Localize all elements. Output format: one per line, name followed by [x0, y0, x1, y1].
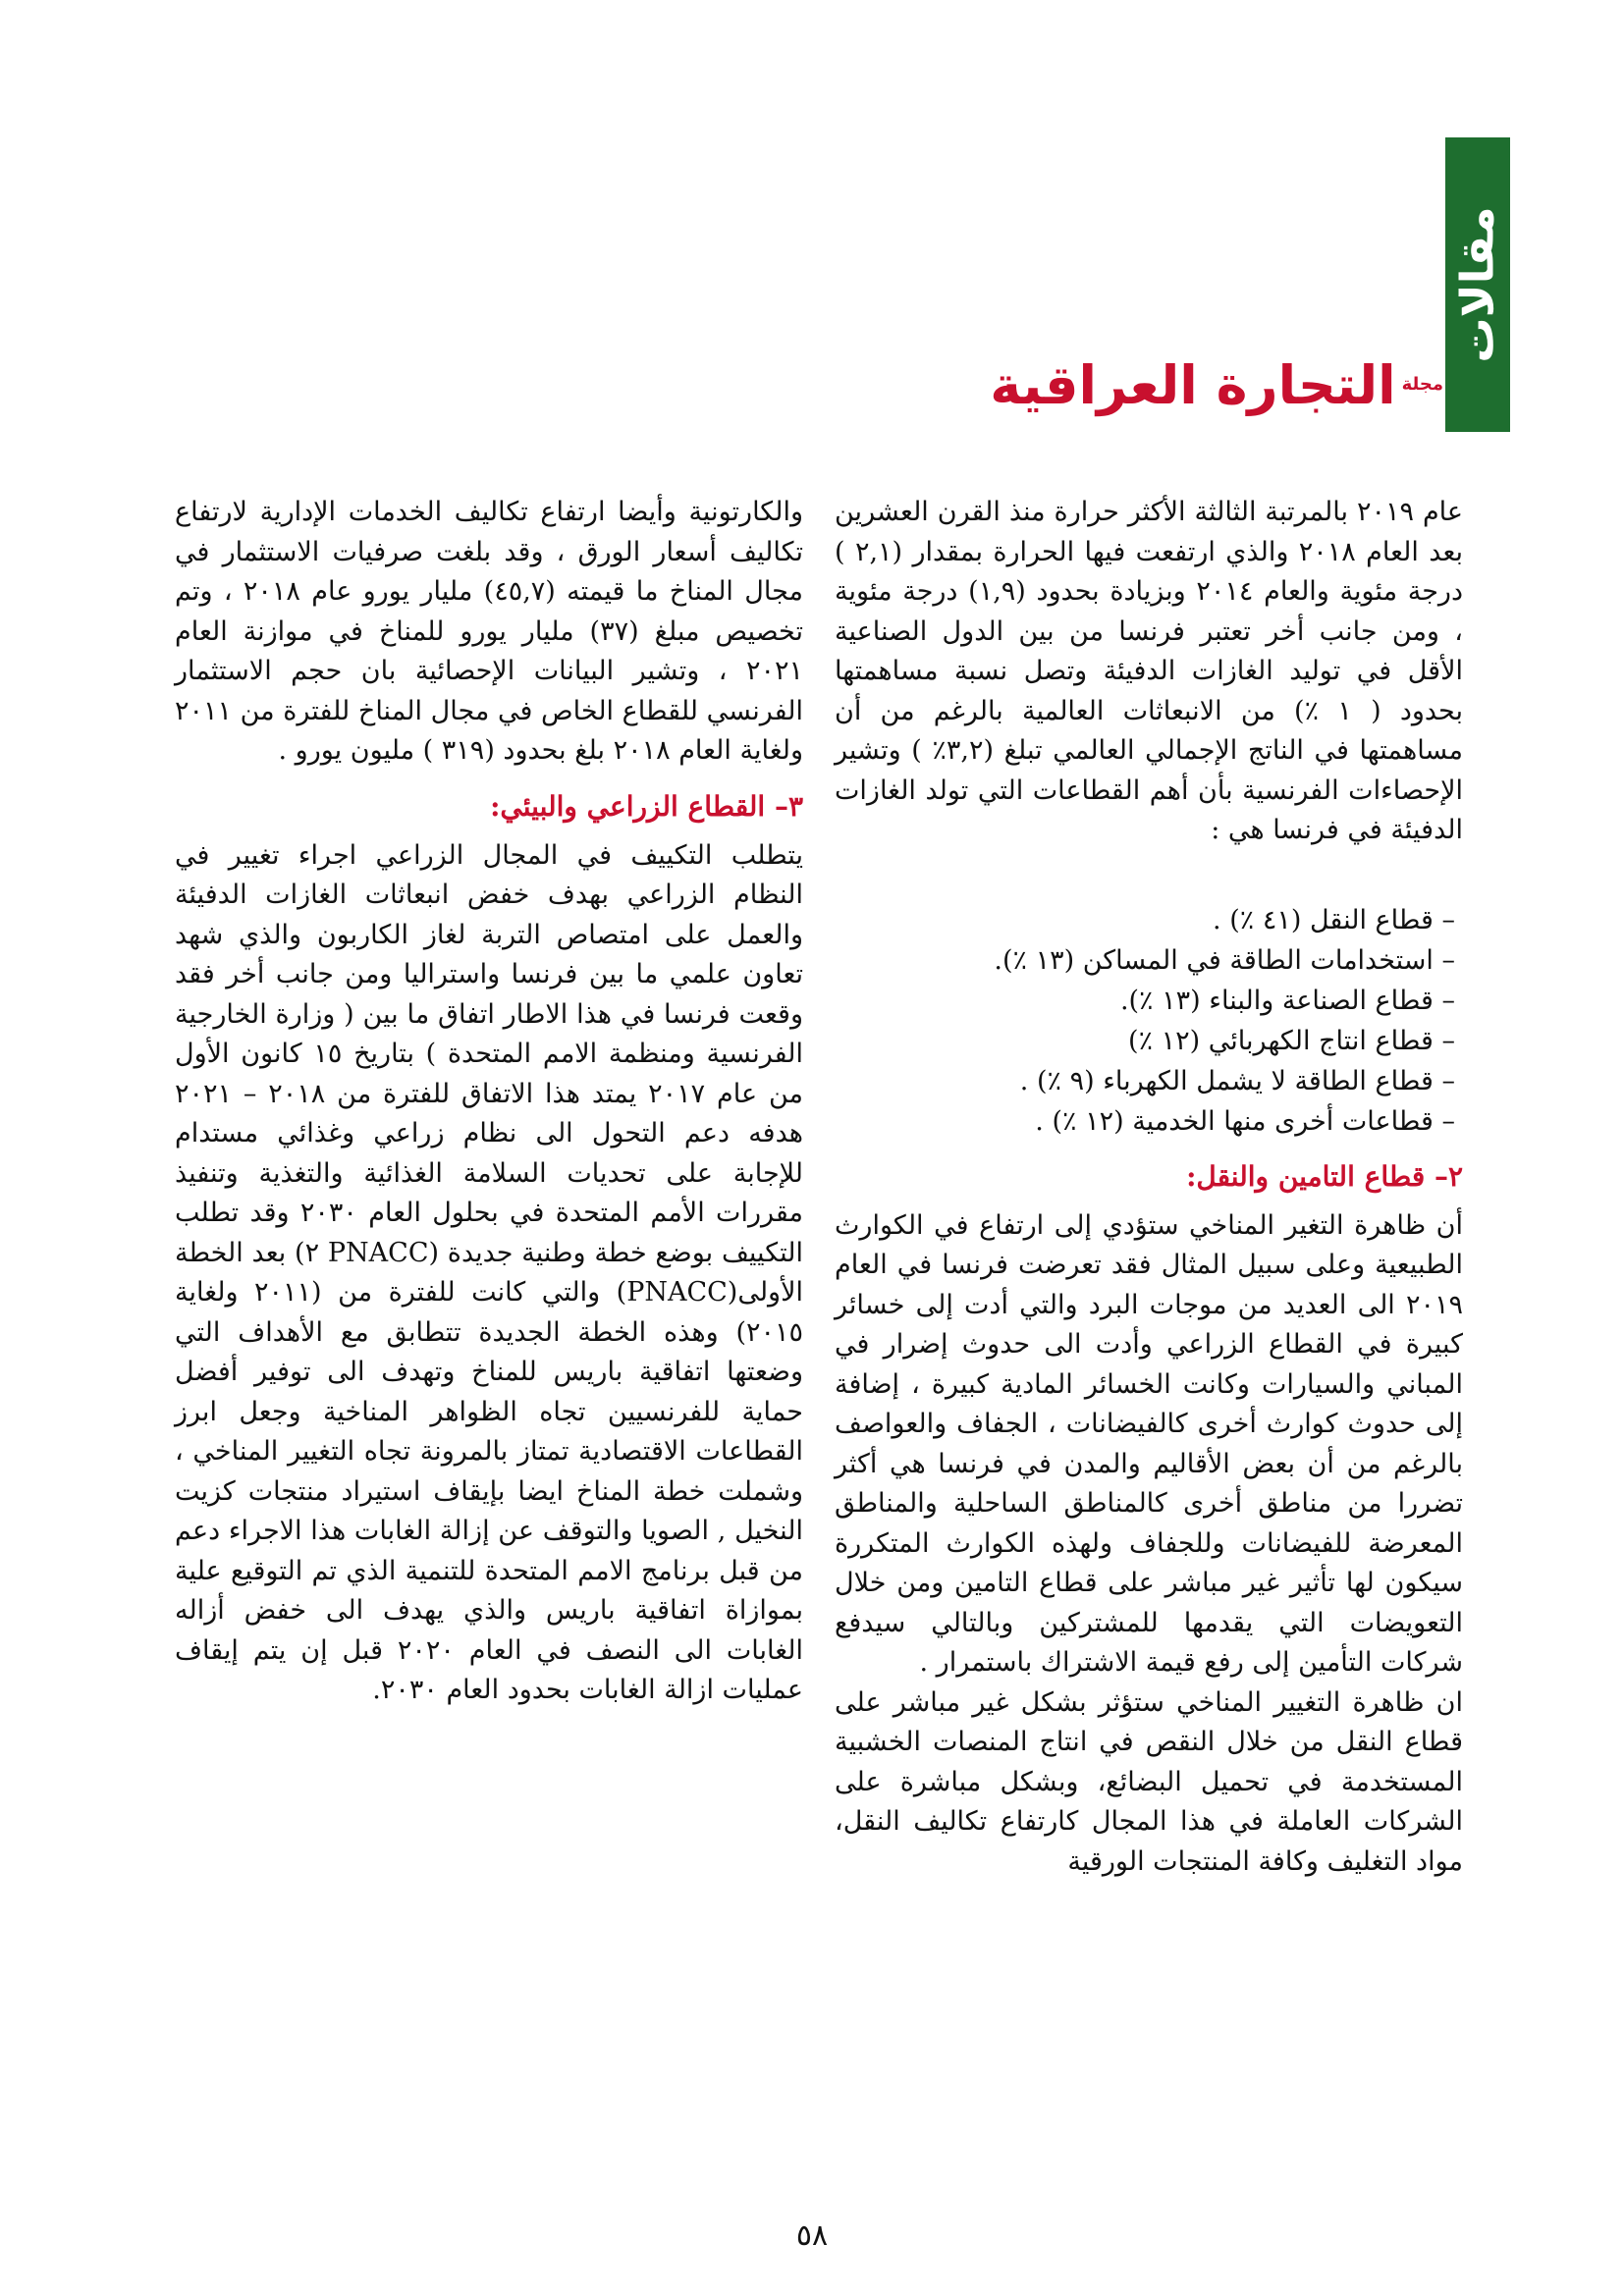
masthead-small-label: مجلة [1401, 374, 1443, 395]
section-2-paragraph-2: ان ظاهرة التغيير المناخي ستؤثر بشكل غير مباشر على قطاع النقل من خلال النقص في انتاج المنصات الخشبية المستخدمة في تحميل البضائع، وبشكل مباشرة على الشركات العاملة في هذا المجال كارتفاع تكاليف النقل، مواد التغليف وكافة المنتجات الورقية [835, 1686, 1463, 1877]
list-item: – قطاع انتاج الكهربائي (١٢ ٪) [1128, 1025, 1455, 1056]
section-2-title: ٢– قطاع التامين والنقل: [1186, 1159, 1463, 1193]
emissions-sector-list [835, 900, 1463, 1142]
list-item: – قطاع النقل (٤١ ٪) . [1213, 904, 1455, 935]
section-3-paragraph: يتطلب التكييف في المجال الزراعي اجراء تغيير في النظام الزراعي بهدف خفض انبعاثات الغازات الدفيئة والعمل على امتصاص التربة لغاز الكاربون والذي شهد تعاون علمي ما بين فرنسا واستراليا ومن جانب أخر فقد وقعت فرنسا في هذا الاطار اتفاق ما بين ( وزارة الخارجية الفرنسية ومنظمة الامم المتحدة ) بتاريخ ١٥ كانون الأول من عام ٢٠١٧ يمتد هذا الاتفاق للفترة من ٢٠١٨ – ٢٠٢١ هدفه دعم التحول الى نظام زراعي وغذائي مستدام للإجابة على تحديات السلامة الغذائية والتغذية وتنفيذ مقررات الأمم المتحدة في بحلول العام ٢٠٣٠ وقد تطلب التكييف بوضع خطة وطنية جديدة (PNACC ٢) بعد الخطة الأولى(PNACC) والتي كانت للفترة من (٢٠١١ ولغاية ٢٠١٥) وهذه الخطة الجديدة تتطابق مع الأهداف التي وضعتها اتفاقية باريس للمناخ وتهدف الى توفير أفضل حماية للفرنسيين تجاه الظواهر المناخية وجعل ابرز القطاعات الاقتصادية تمتاز بالمرونة تجاه التغيير المناخي ، وشملت خطة المناخ ايضا بإيقاف استيراد منتجات كزيت النخيل , الصويا والتوقف عن إزالة الغابات هذا الاجراء دعم من قبل برنامج الامم المتحدة للتنمية الذي تم التوقيع علية بموازاة اتفاقية باريس والذي يهدف الى خفض أزاله الغابات الى النصف في العام ٢٠٢٠ قبل إن يتم إيقاف عمليات ازالة الغابات بحدود العام ٢٠٣٠. [175, 839, 804, 1705]
list-item: – قطاع الطاقة لا يشمل الكهرباء (٩ ٪) . [1019, 1065, 1455, 1096]
list-item: – استخدامات الطاقة في المساكن (١٣ ٪). [994, 944, 1455, 976]
page-number: ٥٨ [795, 2218, 829, 2253]
section-tab [1445, 137, 1510, 432]
left-paragraph-1: والكارتونية وأيضا ارتفاع تكاليف الخدمات الإدارية لارتفاع تكاليف أسعار الورق ، وقد بلغت صرفيات الاستثمار في مجال المناخ ما قيمته (٤٥,٧) مليار يورو عام ٢٠١٨ ، وتم تخصيص مبلغ (٣٧) مليار يورو للمناخ في موازنة العام ٢٠٢١ ، وتشير البيانات الإحصائية بان حجم الاستثمار الفرنسي للقطاع الخاص في مجال المناخ للفترة من ٢٠١١ ولغاية العام ٢٠١٨ بلغ بحدود (٣١٩ ) مليون يورو . [175, 497, 804, 766]
section-tab-label: مقالات [1451, 206, 1504, 363]
intro-paragraph: عام ٢٠١٩ بالمرتبة الثالثة الأكثر حرارة منذ القرن العشرين بعد العام ٢٠١٨ والذي ارتفعت فيها الحرارة بمقدار (٢,١ ) درجة مئوية والعام ٢٠١٤ وبزيادة بحدود (١,٩) درجة مئوية ، ومن جانب أخر تعتبر فرنسا من بين الدول الصناعية الأقل في توليد الغازات الدفيئة وتصل نسبة مساهمتها بحدود ( ١ ٪) من الانبعاثات العالمية بالرغم من أن مساهمتها في الناتج الإجمالي العالمي تبلغ (٣,٢٪ ) وتشير الإحصاءات الفرنسية بأن أهم القطاعات التي تولد الغازات الدفيئة في فرنسا هي : [835, 497, 1464, 845]
masthead-title: التجارة العراقية [990, 354, 1396, 416]
list-item: – قطاع الصناعة والبناء (١٣ ٪). [1119, 985, 1455, 1016]
left-column [175, 493, 803, 1711]
right-column [835, 493, 1463, 1882]
section-3-title: ٣– القطاع الزراعي والبيئي: [490, 789, 803, 823]
magazine-masthead [990, 354, 1443, 416]
section-2-paragraph-1: أن ظاهرة التغير المناخي ستؤدي إلى ارتفاع في الكوارث الطبيعية وعلى سبيل المثال فقد تعرضت فرنسا في العام ٢٠١٩ الى العديد من موجات البرد والتي أدت إلى خسائر كبيرة في القطاع الزراعي وأدت الى حدوث إضرار في المباني والسيارات وكانت الخسائر المادية كبيرة ، إضافة إلى حدوث كوارث أخرى كالفيضانات ، الجفاف والعواصف بالرغم من أن بعض الأقاليم والمدن في فرنسا هي أكثر تضررا من مناطق أخرى كالمناطق الساحلية والمناطق المعرضة للفيضانات وللجفاف ولهذه الكوارث المتكررة سيكون لها تأثير غير مباشر على قطاع التامين ومن خلال التعويضات التي يقدمها للمشتركين وبالتالي سيدفع شركات التأمين إلى رفع قيمة الاشتراك باستمرار . [835, 1209, 1463, 1678]
list-item: – قطاعات أخرى منها الخدمية (١٢ ٪) . [1035, 1105, 1455, 1137]
